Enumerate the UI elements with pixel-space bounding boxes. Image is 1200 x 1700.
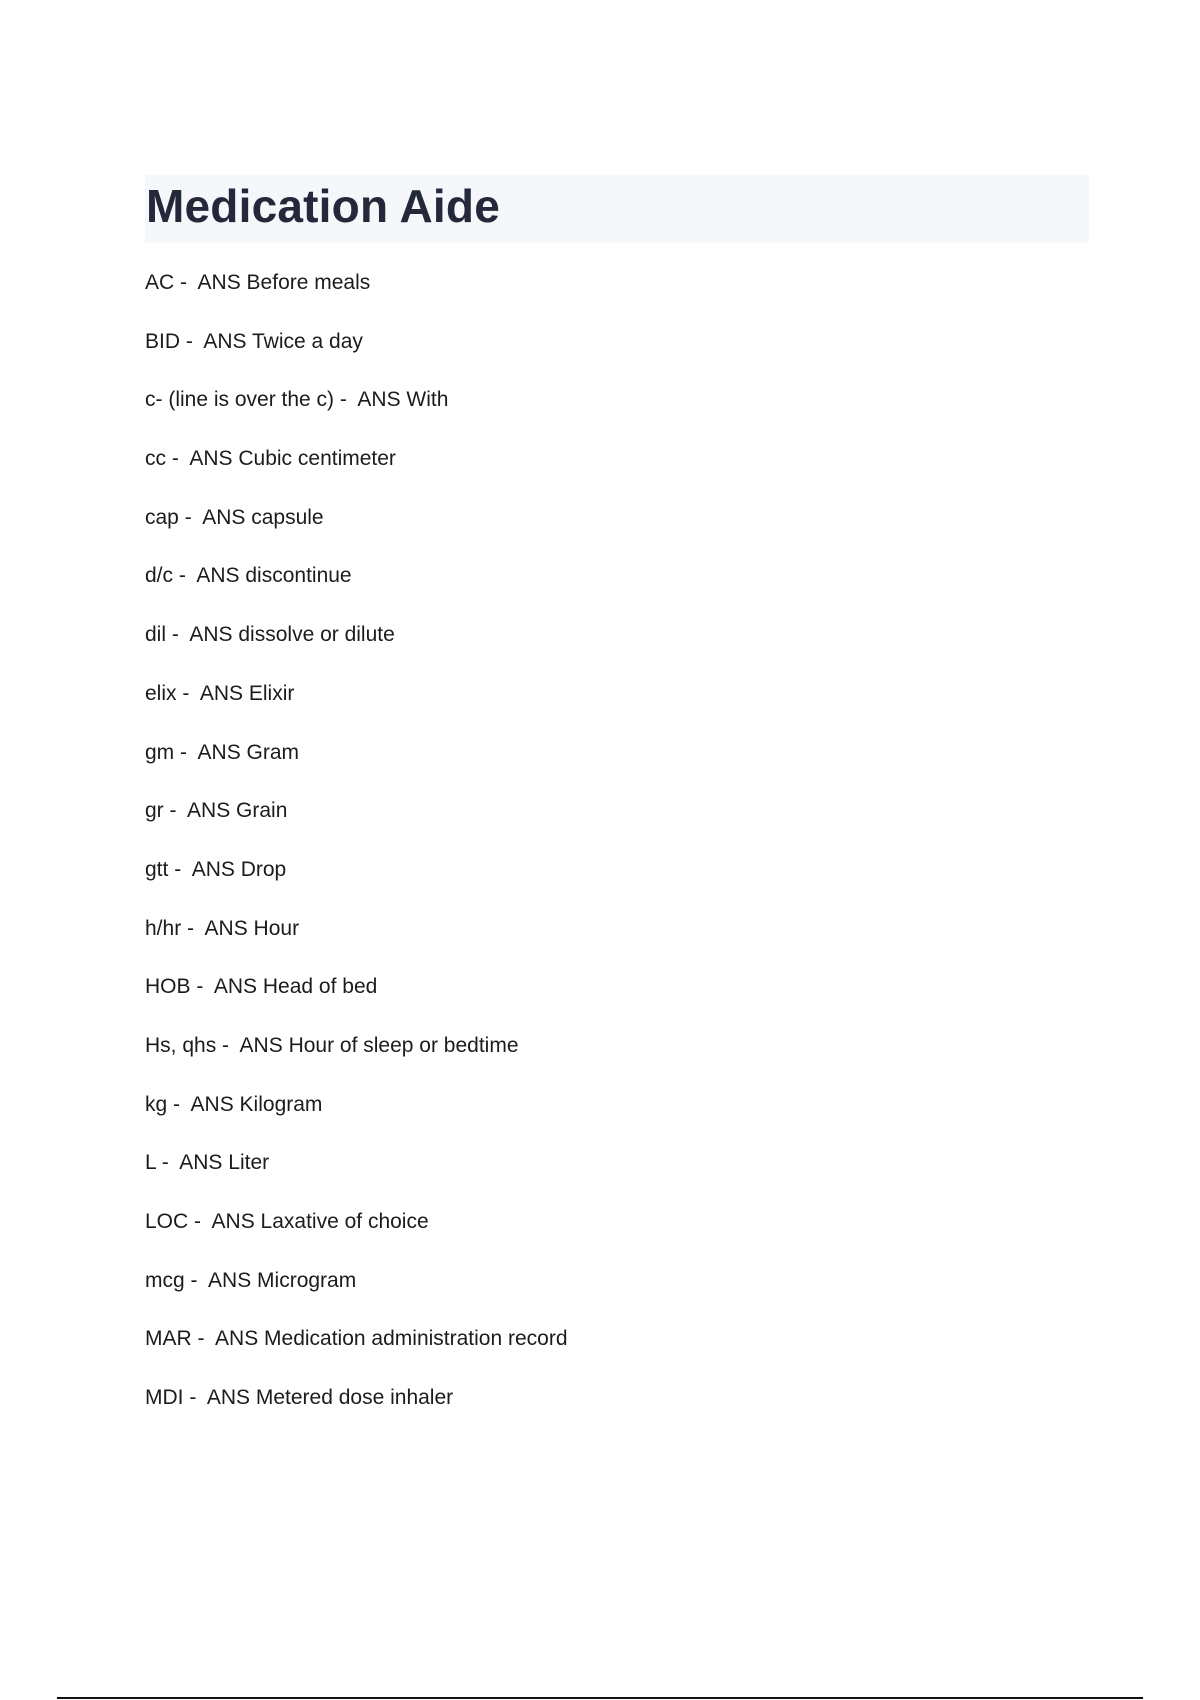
list-item [145, 385, 568, 444]
entry-term: mcg [145, 1268, 185, 1292]
entry-definition: capsule [251, 505, 324, 529]
abbreviation-list [145, 268, 568, 1442]
entry-term: h/hr [145, 916, 182, 940]
entry-separator: - [174, 271, 198, 294]
entry-separator: - [178, 505, 203, 529]
entry-definition: Medication administration record [264, 1327, 568, 1351]
entry-separator: - [180, 329, 204, 353]
list-item [145, 1207, 568, 1266]
list-item [145, 972, 568, 1031]
entry-separator: - [163, 799, 188, 823]
entry-term: elix [145, 681, 177, 705]
entry-answer-prefix: ANS [213, 975, 263, 999]
entry-separator: - [216, 1033, 240, 1057]
list-item [145, 855, 568, 914]
entry-answer-prefix: ANS [189, 447, 239, 471]
list-item [145, 620, 568, 679]
list-item [145, 268, 568, 327]
entry-answer-prefix: ANS [203, 329, 252, 353]
entry-answer-prefix: ANS [191, 857, 241, 881]
entry-term: L [145, 1151, 156, 1175]
entry-answer-prefix: ANS [211, 1210, 261, 1233]
entry-term: gtt [145, 857, 169, 881]
entry-definition: With [406, 388, 449, 412]
entry-term: HOB [145, 975, 191, 999]
entry-definition: dissolve or dilute [238, 623, 395, 647]
entry-separator: - [155, 1151, 180, 1175]
entry-separator: - [184, 1268, 209, 1292]
list-item [145, 1383, 568, 1442]
entry-answer-prefix: ANS [215, 1327, 265, 1351]
entry-answer-prefix: ANS [202, 505, 252, 529]
entry-separator: - [166, 447, 190, 471]
entry-term: Hs, qhs [145, 1033, 217, 1057]
entry-definition: discontinue [245, 564, 352, 588]
entry-answer-prefix: ANS [196, 564, 246, 588]
entry-definition: Head of bed [262, 975, 378, 999]
entry-separator: - [173, 564, 197, 588]
list-item [145, 679, 568, 738]
entry-answer-prefix: ANS [204, 916, 254, 940]
entry-term: MAR [145, 1327, 192, 1351]
list-item [145, 503, 568, 562]
list-item [145, 327, 568, 386]
list-item [145, 561, 568, 620]
list-item [145, 1090, 568, 1149]
entry-separator: - [176, 681, 200, 705]
entry-answer-prefix: ANS [179, 1151, 229, 1175]
entry-answer-prefix: ANS [208, 1268, 258, 1292]
entry-separator: - [191, 1327, 216, 1351]
entry-separator: - [168, 857, 192, 881]
entry-term: cc [145, 447, 166, 471]
entry-answer-prefix: ANS [199, 681, 249, 705]
entry-separator: - [190, 975, 214, 999]
entry-definition: Before meals [246, 271, 371, 294]
list-item [145, 444, 568, 503]
entry-answer-prefix: ANS [190, 1092, 240, 1116]
entry-answer-prefix: ANS [197, 740, 247, 764]
entry-term: kg [145, 1092, 168, 1116]
entry-term: MDI [145, 1386, 184, 1410]
entry-definition: Hour of sleep or bedtime [288, 1033, 519, 1057]
entry-definition: Hour [253, 916, 300, 940]
entry-separator: - [174, 740, 198, 764]
entry-term: d/c [145, 564, 174, 588]
entry-term: BID [145, 329, 181, 353]
entry-answer-prefix: ANS [189, 623, 239, 647]
entry-term: gm [145, 740, 175, 764]
entry-separator: - [167, 1092, 191, 1116]
entry-term: c- (line is over the c) [145, 388, 335, 412]
entry-answer-prefix: ANS [239, 1033, 289, 1057]
list-item [145, 1031, 568, 1090]
entry-definition: Metered dose inhaler [255, 1386, 454, 1410]
entry-term: dil [145, 623, 167, 647]
entry-answer-prefix: ANS [197, 271, 247, 294]
entry-separator: - [334, 388, 358, 412]
list-item [145, 1324, 568, 1383]
entry-separator: - [183, 1386, 207, 1410]
entry-answer-prefix: ANS [187, 799, 237, 823]
list-item [145, 914, 568, 973]
document-title: Medication Aide [146, 180, 500, 232]
entry-definition: Twice a day [252, 329, 363, 353]
entry-separator: - [188, 1210, 212, 1233]
list-item [145, 1148, 568, 1207]
entry-term: AC [145, 271, 175, 294]
entry-answer-prefix: ANS [206, 1386, 256, 1410]
entry-definition: Gram [246, 740, 300, 764]
entry-term: LOC [145, 1210, 189, 1233]
list-item [145, 1266, 568, 1325]
entry-separator: - [166, 623, 190, 647]
entry-definition: Microgram [257, 1268, 357, 1292]
entry-definition: Cubic centimeter [238, 447, 396, 471]
entry-definition: Elixir [248, 681, 295, 705]
list-item [145, 738, 568, 797]
entry-term: gr [145, 799, 164, 823]
entry-definition: Drop [240, 857, 287, 881]
entry-term: cap [145, 505, 179, 529]
entry-definition: Liter [228, 1151, 270, 1175]
entry-answer-prefix: ANS [357, 388, 407, 412]
entry-definition: Laxative of choice [260, 1210, 429, 1233]
entry-definition: Kilogram [239, 1092, 323, 1116]
footer-divider [57, 1697, 1143, 1699]
entry-definition: Grain [236, 799, 288, 823]
entry-separator: - [181, 916, 205, 940]
list-item [145, 796, 568, 855]
